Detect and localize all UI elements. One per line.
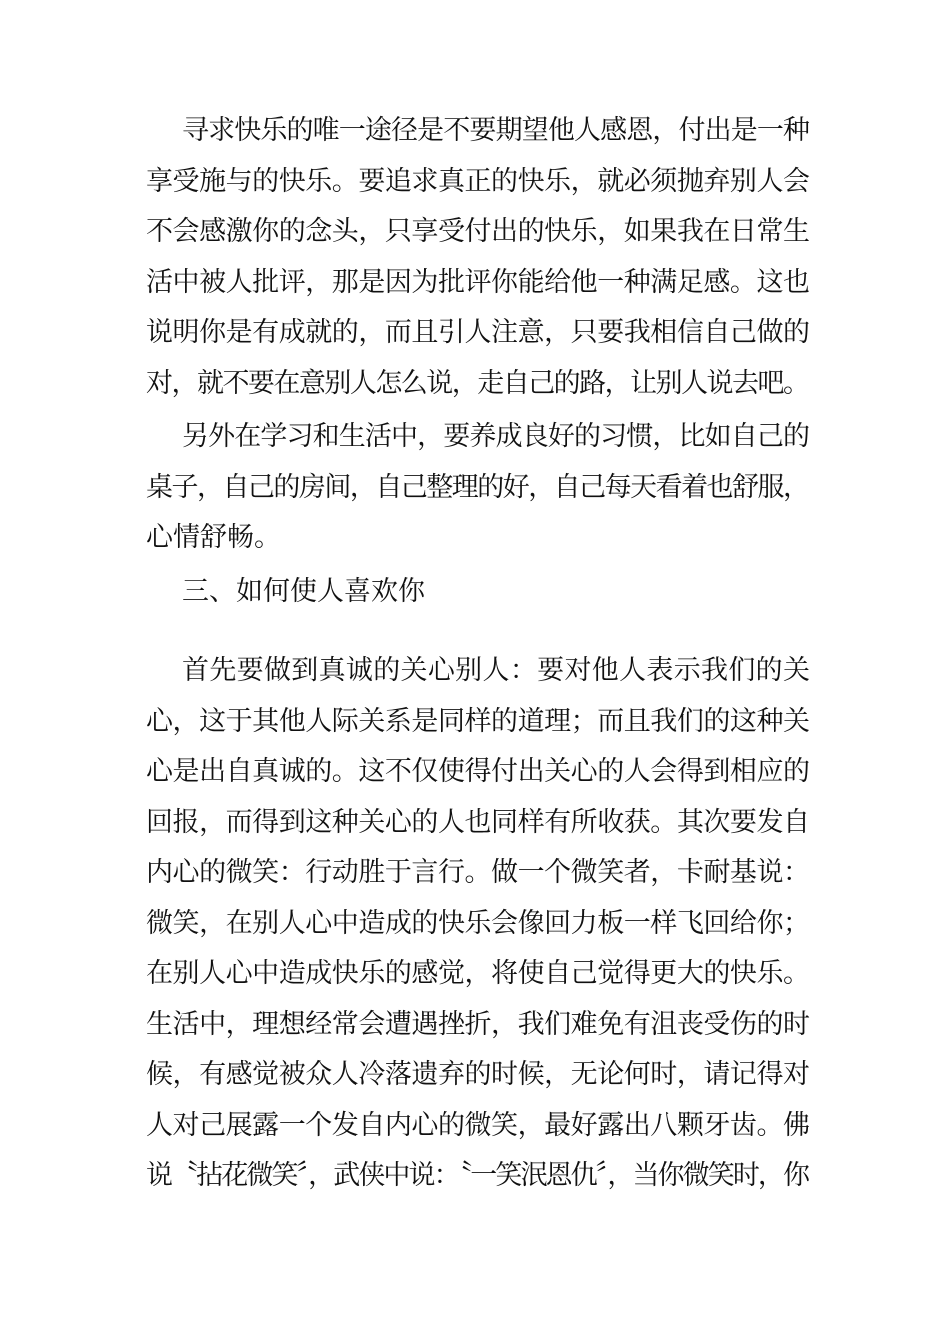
paragraph-line: 不会感激你的念头，只享受付出的快乐，如果我在日常生: [146, 216, 810, 247]
paragraph-line: 享受施与的快乐。要追求真正的快乐，就必须抛弃别人会: [146, 165, 810, 197]
paragraph-line: 心是出自真诚的。这不仅使得付出关心的人会得到相应的: [146, 756, 810, 787]
paragraph-line: 说〝拈花微笑〞，武侠中说：〝一笑泯恩仇〞，当你微笑时，你: [146, 1160, 809, 1191]
paragraph-habits: [146, 412, 810, 564]
paragraph-line: 首先要做到真诚的关心别人：要对他人表示我们的关: [182, 655, 810, 686]
paragraph-line: 心情舒畅。: [146, 522, 281, 553]
paragraph-likeability: [146, 646, 810, 1202]
paragraph-line: 寻求快乐的唯一途径是不要期望他人感恩，付出是一种: [182, 115, 810, 146]
paragraph-line: 人对己展露一个发自内心的微笑，最好露出八颗牙齿。佛: [146, 1109, 810, 1141]
paragraph-line: 桌子，自己的房间，自己整理的好，自己每天看着也舒服，: [146, 471, 809, 503]
heading-line: 三、如何使人喜欢你: [182, 576, 425, 607]
paragraph-line: 回报，而得到这种关心的人也同样有所收获。其次要发自: [146, 806, 810, 838]
paragraph-line: 在别人心中造成快乐的感觉，将使自己觉得更大的快乐。: [146, 958, 810, 989]
paragraph-line: 心，这于其他人际关系是同样的道理；而且我们的这种关: [146, 705, 810, 737]
paragraph-line: 微笑，在别人心中造成的快乐会像回力板一样飞回给你；: [146, 907, 810, 939]
paragraph-line: 生活中，理想经常会遭遇挫折，我们难免有沮丧受伤的时: [146, 1008, 810, 1040]
section-heading: [146, 567, 810, 618]
paragraph-line: 候，有感觉被众人冷落遗弃的时候，无论何时，请记得对: [146, 1059, 810, 1090]
paragraph-line: 另外在学习和生活中，要养成良好的习惯，比如自己的: [182, 421, 810, 452]
paragraph-line: 对，就不要在意别人怎么说，走自己的路，让别人说去吧。: [146, 367, 809, 399]
paragraph-happiness: [146, 106, 810, 409]
paragraph-line: 活中被人批评，那是因为批评你能给他一种满足感。这也: [146, 266, 810, 298]
paragraph-line: 内心的微笑：行动胜于言行。做一个微笑者，卡耐基说：: [146, 857, 810, 888]
paragraph-line: 说明你是有成就的，而且引人注意，只要我相信自己做的: [146, 317, 810, 348]
